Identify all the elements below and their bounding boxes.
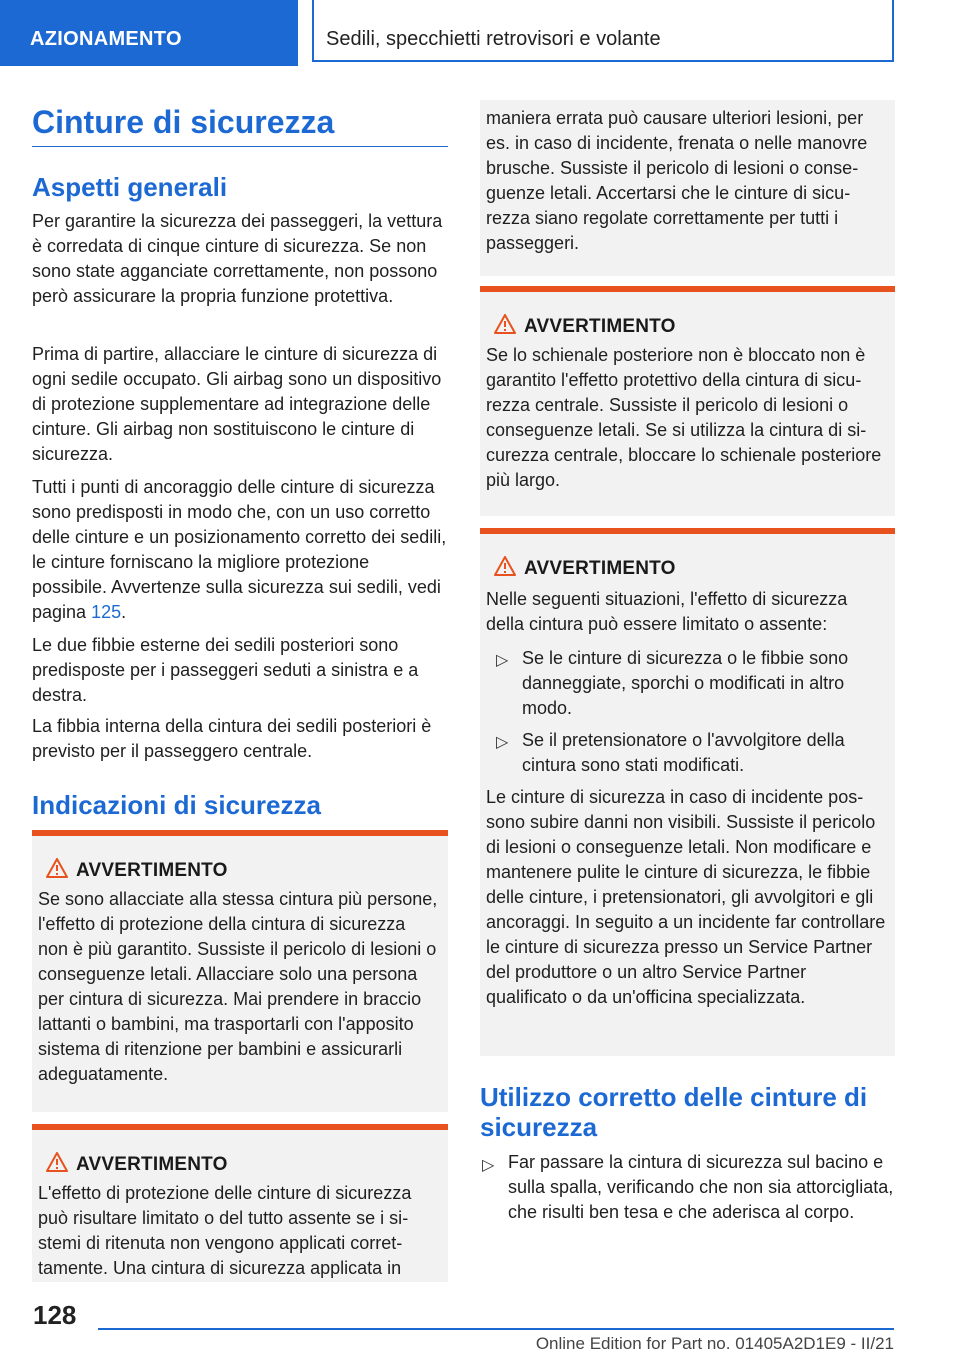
paragraph-general-3 bbox=[32, 475, 448, 625]
warning-text: Le cinture di sicurezza in caso di incidente possono subire danni non visibili. Sussiste il pericolo di lesioni o conseguenze letali. Non modificare e mantenere pulite le cinture di sicurezza, le fibbie delle cinture, i pretensionatori, gli avvolgitori e gli ancoraggi. In seguito a un incidente far controllare le cinture di sicurezza presso un Service Partner del produttore o un altro Service Partner qualificato o da un'officina specializzata. bbox=[486, 787, 886, 1007]
paragraph-general-4: Le due fibbie esterne dei sedili posteriori sono predisposte per i passeggeri seduti a sinistra e a destra. bbox=[32, 635, 419, 705]
warning-title: AVVERTIMENTO bbox=[524, 316, 676, 337]
warning-bar bbox=[480, 286, 895, 292]
bullet-correct-use: Far passare la cintura di sicurezza sul bacino e sulla spalla, verificando che non sia attorcigliata, che risulti ben tesa e che aderisca al corpo. bbox=[508, 1152, 894, 1222]
page-number: 128 bbox=[33, 1300, 77, 1330]
warning-box-2 bbox=[32, 1124, 448, 1282]
page-link[interactable]: 125 bbox=[91, 602, 122, 622]
triangle-bullet-icon: ▷ bbox=[496, 652, 509, 669]
section-label: AZIONAMENTO bbox=[30, 28, 182, 50]
paragraph-general-3-text: Tutti i punti di ancoraggio delle cinture di sicurezza sono predisposti in modo che, con un uso corretto delle cinture e un posizionamento corretto dei sedili, le cinture forniscano la migliore protezione possibile. Avvertenze sulla sicurezza sui sedili, vedi pagina bbox=[32, 477, 447, 622]
warning-bar bbox=[32, 830, 448, 836]
title-rule bbox=[32, 146, 448, 147]
warning-text-continued: maniera errata può causare ulteriori lesioni, per es. in caso di incidente, frenata o nelle manovre brusche. Sussiste il pericolo di lesioni o conseguenze letali. Accertarsi che le cinture di sicurezza siano regolate correttamente per tutti i passeggeri. bbox=[486, 108, 868, 253]
paragraph-general-3-end: . bbox=[121, 602, 127, 622]
page-title: Cinture di sicurezza bbox=[32, 104, 335, 140]
section-tab bbox=[0, 0, 298, 66]
warning-title: AVVERTIMENTO bbox=[76, 860, 228, 881]
warning-bullet-2: Se il pretensionatore o l'avvolgitore della cintura sono stati modificati. bbox=[522, 730, 845, 775]
warning-title: AVVERTIMENTO bbox=[524, 558, 676, 579]
triangle-bullet-icon: ▷ bbox=[496, 734, 509, 751]
page-header bbox=[0, 0, 960, 66]
chapter-box bbox=[312, 0, 894, 62]
warning-box-2-continued bbox=[480, 100, 895, 276]
warning-bar bbox=[480, 528, 895, 534]
warning-intro: Nelle seguenti situazioni, l'effetto di sicurezza della cintura può essere limitato o assente: bbox=[486, 589, 848, 634]
warning-box-4 bbox=[480, 528, 895, 1056]
warning-triangle-icon bbox=[494, 314, 516, 334]
warning-text: Se lo schienale posteriore non è bloccato non è garantito l'effetto protettivo della cintura di sicurezza centrale. Sussiste il pericolo di lesioni o conseguenze letali. Se si utilizza la cintura di sicurezza centrale, bloccare lo schienale posteriore più largo. bbox=[486, 345, 882, 490]
warning-bar bbox=[32, 1124, 448, 1130]
warning-bullet-1: Se le cinture di sicurezza o le fibbie sono danneggiate, sporchi o modificati in altro modo. bbox=[522, 648, 849, 718]
warning-title: AVVERTIMENTO bbox=[76, 1154, 228, 1175]
warning-box-3 bbox=[480, 286, 895, 516]
warning-triangle-icon bbox=[494, 556, 516, 576]
warning-box-1 bbox=[32, 830, 448, 1112]
heading-general: Aspetti generali bbox=[32, 172, 228, 202]
warning-text: L'effetto di protezione delle cinture di sicurezza può risultare limitato o del tutto assente se i sistemi di ritenuta non vengono applicati correttamente. Una cintura di sicurezza applicata in bbox=[38, 1183, 412, 1278]
warning-text: Se sono allacciate alla stessa cintura più persone, l'effetto di protezione della cintura di sicurezza non è più garantito. Sussiste il pericolo di lesioni o conseguenze letali. Allacciare solo una persona per cintura di sicurezza. Mai prendere in braccio lattanti o bambini, ma trasportarli con l'apposito sistema di ritenzione per bambini e assicurarli adeguatamente. bbox=[38, 889, 438, 1084]
paragraph-general-1: Per garantire la sicurezza dei passeggeri, la vettura è corredata di cinque cinture di sicurezza. Se non sono state agganciate correttamente, non possono però assicurare la propria funzione protettiva. bbox=[32, 211, 443, 306]
chapter-label: Sedili, specchietti retrovisori e volante bbox=[326, 28, 661, 50]
footer-edition: Online Edition for Part no. 01405A2D1E9 - II/21 bbox=[535, 1334, 894, 1353]
footer-rule bbox=[98, 1328, 894, 1330]
warning-triangle-icon bbox=[46, 1152, 68, 1172]
warning-triangle-icon bbox=[46, 858, 68, 878]
paragraph-general-5: La fibbia interna della cintura dei sedili posteriori è previsto per il passeggero centrale. bbox=[32, 716, 432, 761]
heading-safety: Indicazioni di sicurezza bbox=[32, 790, 321, 820]
triangle-bullet-icon: ▷ bbox=[482, 1157, 495, 1174]
paragraph-general-2: Prima di partire, allacciare le cinture di sicurezza di ogni sedile occupato. Gli airbag sono un dispositivo di protezione supplementare ad integrazione delle cinture. Gli airbag non sostituiscono le cinture di sicurezza. bbox=[32, 344, 442, 464]
heading-correct-use: Utilizzo corretto delle cinture di sicurezza bbox=[480, 1082, 868, 1142]
